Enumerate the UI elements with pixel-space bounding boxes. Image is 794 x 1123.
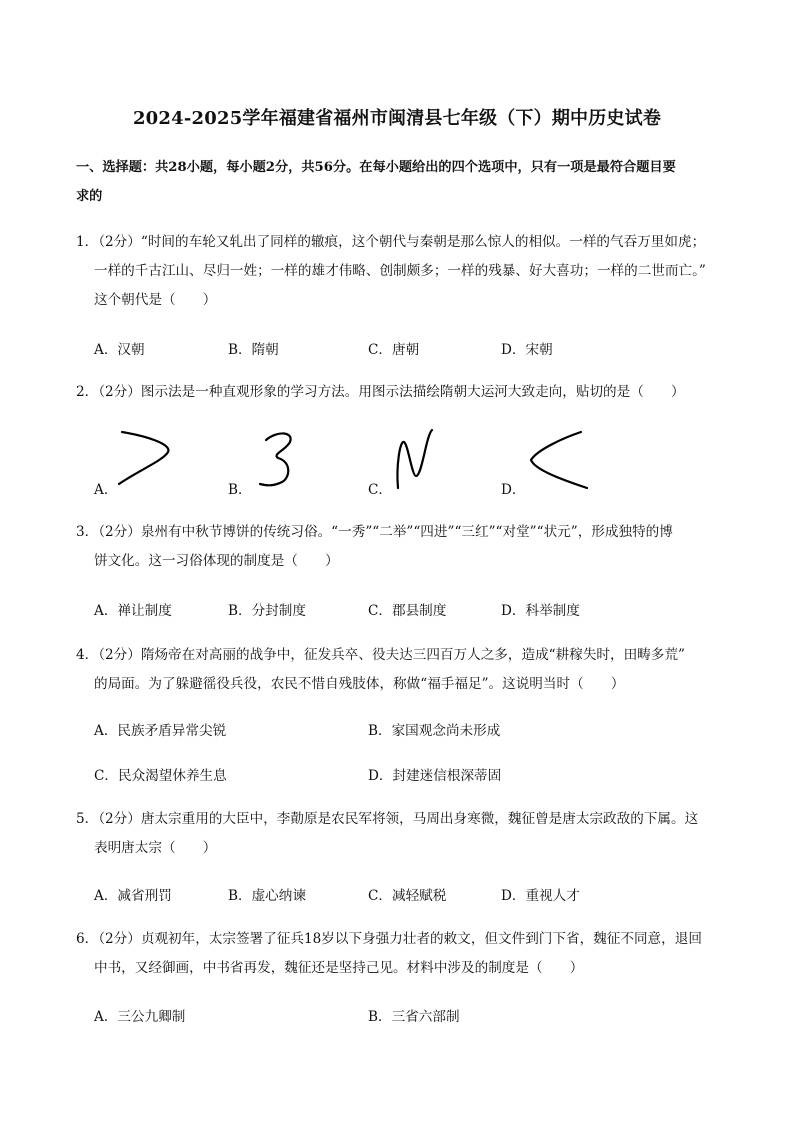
question-3: [76, 518, 726, 576]
option-b-label: B．: [228, 482, 252, 498]
option-c[interactable]: C．减轻赋税: [368, 888, 447, 904]
section-heading: [76, 153, 726, 211]
question-4-line-1: 4．（2分）隋炀帝在对高丽的战争中，征发兵卒、役夫达三四百万人之多，造成“耕稼失时，田畴多荒”: [76, 647, 685, 663]
option-d-label: D．: [501, 482, 526, 498]
option-b[interactable]: B．三省六部制: [368, 1009, 460, 1025]
question-5-options: [94, 884, 734, 904]
option-d[interactable]: D．科举制度: [501, 603, 580, 619]
canal-shape-c-icon: [390, 426, 450, 492]
question-6-line-2: 中书，又经御画，中书省再发，魏征还是坚持己见。材料中涉及的制度是（ ）: [94, 960, 584, 976]
section-heading-line-1: 一、选择题：共28小题，每小题2分，共56分。在每小题给出的四个选项中，只有一项是最符合题目要: [76, 160, 676, 175]
option-a[interactable]: A．减省刑罚: [94, 888, 172, 904]
option-d[interactable]: D．重视人才: [501, 888, 580, 904]
exam-title: 2024-2025学年福建省福州市闽清县七年级（下）期中历史试卷: [132, 108, 662, 129]
question-4-options-row-1: [94, 719, 734, 739]
option-b[interactable]: B．隋朝: [228, 342, 279, 358]
question-4: [76, 641, 726, 699]
option-d[interactable]: [501, 426, 621, 498]
question-6: [76, 925, 726, 983]
question-1-line-3: 这个朝代是（ ）: [94, 292, 217, 308]
option-b[interactable]: B．家国观念尚未形成: [368, 723, 501, 739]
question-1-line-1: 1．（2分）“时间的车轮又轧出了同样的辙痕，这个朝代与秦朝是那么惊人的相似。一样的气吞万里如虎；: [76, 234, 706, 250]
option-b[interactable]: B．分封制度: [228, 603, 306, 619]
question-1: [76, 228, 726, 315]
option-c[interactable]: C．民众渴望休养生息: [94, 768, 227, 784]
option-a[interactable]: A．三公九卿制: [94, 1009, 186, 1025]
option-c[interactable]: C．郡县制度: [368, 603, 447, 619]
option-b[interactable]: [228, 426, 348, 498]
option-d[interactable]: D．封建迷信根深蒂固: [368, 768, 502, 784]
question-4-options-row-2: [94, 764, 734, 784]
option-b[interactable]: B．虚心纳谏: [228, 888, 306, 904]
option-c-label: C．: [368, 482, 392, 498]
question-3-options: [94, 599, 734, 619]
canal-shape-b-icon: [250, 426, 310, 492]
question-5: [76, 805, 726, 863]
question-6-line-1: 6．（2分）贞观初年，太宗签署了征兵18岁以下身强力壮者的敕文，但文件到门下省，魏征不同意，退回: [76, 931, 702, 947]
question-2: [76, 378, 726, 407]
question-3-line-1: 3．（2分）泉州有中秋节博饼的传统习俗。“一秀”“二举”“四进”“三红”“对堂”“状元”，形成独特的博: [76, 524, 673, 540]
question-5-line-2: 表明唐太宗（ ）: [94, 840, 217, 856]
option-a[interactable]: A．民族矛盾异常尖锐: [94, 723, 227, 739]
option-a[interactable]: A．汉朝: [94, 342, 145, 358]
question-3-line-2: 饼文化。这一习俗体现的制度是（ ）: [94, 553, 339, 569]
question-2-figure-options: [94, 426, 614, 498]
option-a[interactable]: A．禅让制度: [94, 603, 172, 619]
question-6-options: [94, 1005, 734, 1025]
question-1-line-2: 一样的千古江山、尽归一姓；一样的雄才伟略、创制颇多；一样的残暴、好大喜功；一样的二世而亡。”: [94, 263, 706, 279]
question-4-line-2: 的局面。为了躲避徭役兵役，农民不惜自残肢体，称做“福手福足”。这说明当时（ ）: [94, 676, 625, 692]
question-1-options: [94, 338, 734, 358]
canal-shape-a-icon: [116, 426, 176, 492]
question-2-line-1: 2．（2分）图示法是一种直观形象的学习方法。用图示法描绘隋朝大运河大致走向，贴切的是（ ）: [76, 384, 685, 400]
option-a[interactable]: [94, 426, 214, 498]
option-c[interactable]: [368, 426, 488, 498]
canal-shape-d-icon: [523, 426, 593, 492]
option-a-label: A．: [94, 482, 118, 498]
option-c[interactable]: C．唐朝: [368, 342, 420, 358]
option-d[interactable]: D．宋朝: [501, 342, 553, 358]
question-5-line-1: 5．（2分）唐太宗重用的大臣中，李勣原是农民军将领，马周出身寒微，魏征曾是唐太宗政敌的下属。这: [76, 811, 699, 827]
section-heading-line-2: 求的: [76, 189, 103, 204]
